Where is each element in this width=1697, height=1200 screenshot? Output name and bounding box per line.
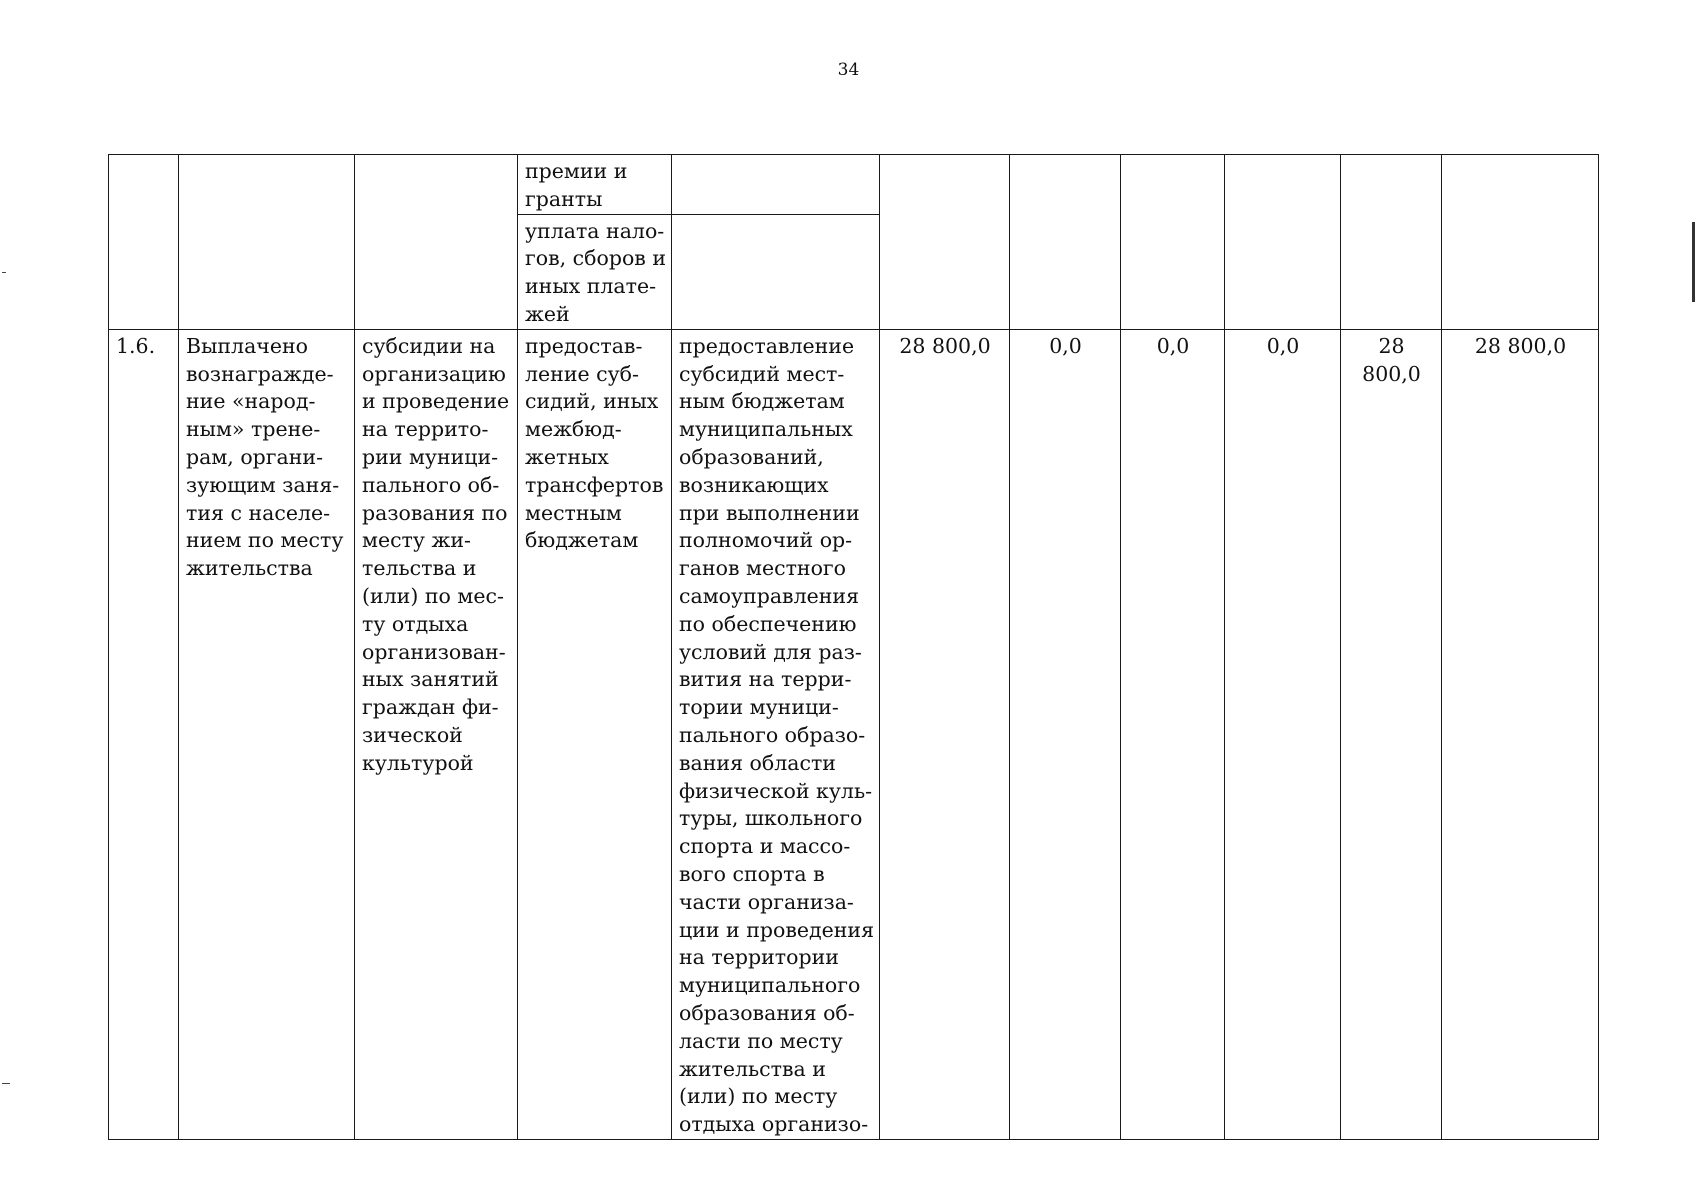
value-col-2: 0,0	[1010, 329, 1121, 1139]
text-line: отдыха организо-	[679, 1112, 869, 1137]
text-line: условий для раз-	[679, 639, 862, 664]
text-line: межбюд-	[525, 417, 622, 442]
text-line: бюджетам	[525, 528, 639, 553]
text-line: трансфертов	[525, 472, 664, 497]
text-line: ным» трене-	[186, 417, 321, 442]
text-line: ганов местного	[679, 556, 847, 581]
text-line: организован-	[362, 639, 506, 664]
text-line: (или) по месту	[679, 1084, 838, 1109]
margin-tick	[2, 1083, 10, 1084]
text-line: местным	[525, 500, 622, 525]
text-line: рии муници-	[362, 444, 499, 469]
text-line: вого спорта в	[679, 861, 825, 886]
text-line: граждан фи-	[362, 695, 499, 720]
text-line: спорта и массо-	[679, 834, 851, 859]
row-description	[672, 329, 880, 1139]
value-col-6: 28 800,0	[1442, 329, 1599, 1139]
text-line: Выплачено	[186, 333, 308, 358]
cell-empty	[880, 155, 1010, 330]
text-line: при выполнении	[679, 500, 860, 525]
budget-table	[108, 154, 1599, 1140]
text-line: муниципального	[679, 973, 861, 998]
text-line: культурой	[362, 750, 474, 775]
text-line: туры, школьного	[679, 806, 863, 831]
page-number: 34	[837, 60, 860, 80]
text-line: тия с населе-	[186, 500, 331, 525]
text-line: месту жи-	[362, 528, 471, 553]
text-line: образования об-	[679, 1000, 855, 1025]
text-line: (или) по мес-	[362, 583, 504, 608]
text-line: жительства и	[679, 1056, 826, 1081]
row-number: 1.6.	[109, 329, 179, 1139]
text-line: вития на терри-	[679, 667, 852, 692]
cell-empty	[1121, 155, 1225, 330]
text-line: субсидии на	[362, 333, 496, 358]
text-line: ние «народ-	[186, 389, 316, 414]
text-line: образований,	[679, 444, 824, 469]
expense-type-grants: премии и гранты	[518, 155, 672, 215]
text-line: вания области	[679, 750, 836, 775]
text-line: муниципальных	[679, 417, 853, 442]
text-line: физической куль-	[679, 778, 873, 803]
text-line: ласти по месту	[679, 1028, 843, 1053]
value-col-3: 0,0	[1121, 329, 1225, 1139]
text-line: ции и проведения	[679, 917, 875, 942]
text-line: предоставление	[679, 333, 855, 358]
margin-tick	[2, 272, 6, 273]
text-line: на террито-	[362, 417, 489, 442]
text-line: части организа-	[679, 889, 854, 914]
cell-empty	[672, 214, 880, 329]
cell-empty	[1442, 155, 1599, 330]
text-line: зической	[362, 722, 463, 747]
text-line: пального образо-	[679, 722, 866, 747]
text-line: сидий, иных	[525, 389, 659, 414]
text-line: рам, органи-	[186, 444, 324, 469]
text-line: полномочий ор-	[679, 528, 853, 553]
text-line: вознагражде-	[186, 361, 334, 386]
text-line: ту отдыха	[362, 611, 469, 636]
scan-edge-mark	[1692, 222, 1695, 302]
text-line: ным бюджетам	[679, 389, 845, 414]
text-line: ление суб-	[525, 361, 639, 386]
text-line: пального об-	[362, 472, 500, 497]
text-line: жительства	[186, 556, 313, 581]
cell-empty	[109, 155, 179, 330]
cell-empty	[672, 155, 880, 215]
row-expense-type	[518, 329, 672, 1139]
value-col-4: 0,0	[1225, 329, 1341, 1139]
text-line: тории муници-	[679, 695, 839, 720]
cell-empty	[1225, 155, 1341, 330]
text-line: предостав-	[525, 333, 643, 358]
cell-empty	[1341, 155, 1442, 330]
cell-empty	[1010, 155, 1121, 330]
expense-type-taxes: уплата нало- гов, сборов и иных плате- жей	[518, 214, 672, 329]
text-line: возникающих	[679, 472, 829, 497]
cell-empty	[179, 155, 355, 330]
value-col-5: 28 800,0	[1341, 329, 1442, 1139]
text-line: зующим заня-	[186, 472, 340, 497]
cell-empty	[355, 155, 518, 330]
text-line: организацию	[362, 361, 506, 386]
text-line: тельства и	[362, 556, 477, 581]
text-line: субсидий мест-	[679, 361, 845, 386]
value-col-1: 28 800,0	[880, 329, 1010, 1139]
text-line: на территории	[679, 945, 839, 970]
text-line: нием по месту	[186, 528, 344, 553]
text-line: самоуправления	[679, 583, 860, 608]
text-line: и проведение	[362, 389, 510, 414]
text-line: разования по	[362, 500, 508, 525]
row-purpose	[355, 329, 518, 1139]
text-line: по обеспечению	[679, 611, 857, 636]
text-line: ных занятий	[362, 667, 499, 692]
row-name	[179, 329, 355, 1139]
text-line: жетных	[525, 444, 609, 469]
